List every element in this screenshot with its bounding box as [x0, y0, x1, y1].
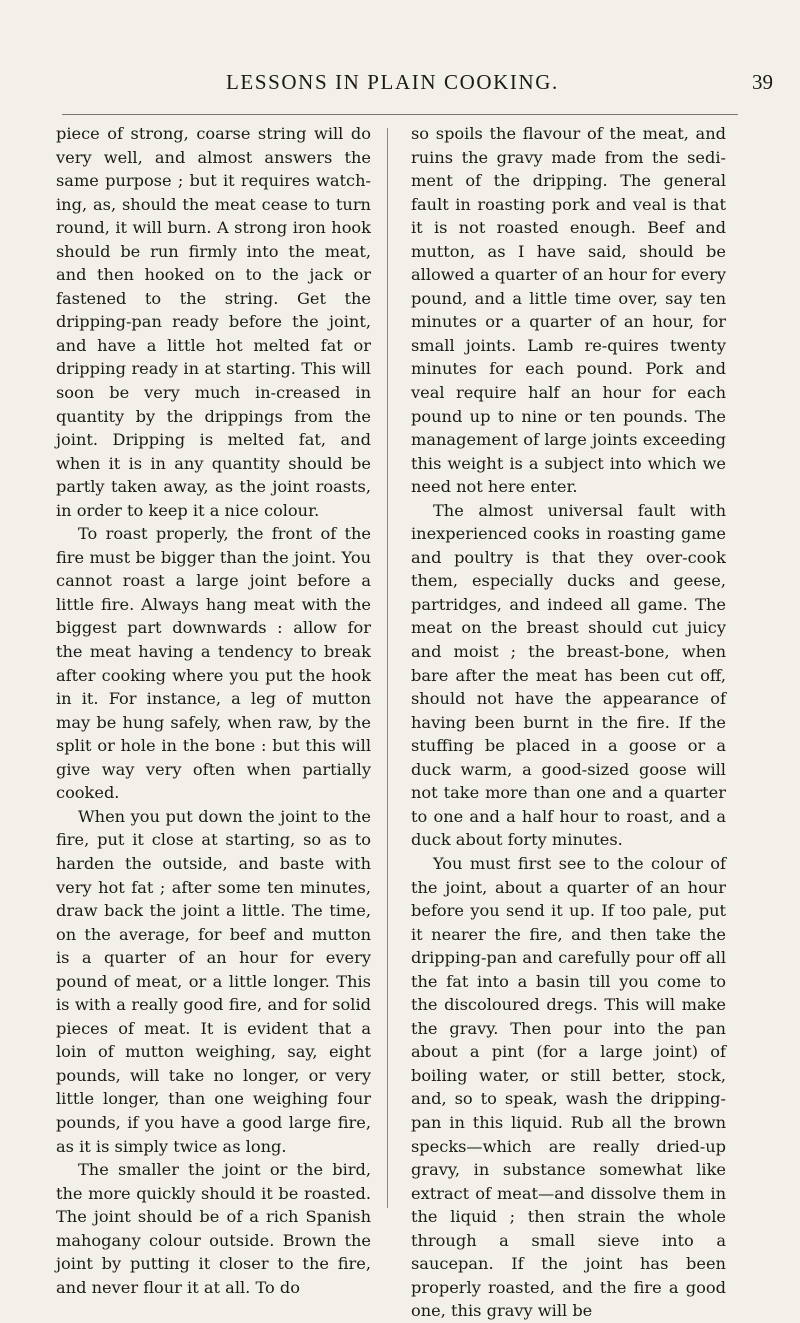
paragraph: piece of strong, coarse string will do very well, and almost answers the same purpose ; but it requires watch-ing, as, should the meat cease to turn round, it will burn. A strong iron hook should be run firmly into the meat, and then hooked on to the jack or fastened to the string. Get the dripping-pan ready before the joint, and have a little hot melted fat or dripping ready in at starting. This will soon be very much in-creased in quantity by the drippings from the joint. Dripping is melted fat, and when it is in any quantity should be partly taken away, as the joint roasts, in order to keep it a nice colour.	[56, 124, 371, 520]
left-column	[56, 122, 371, 1299]
paragraph: You must first see to the colour of the joint, about a quarter of an hour before you send it up. If too pale, put it nearer the fire, and then take the dripping-pan and carefully pour off all the fat into a basin till you come to the discoloured dregs. This will make the gravy. Then pour into the pan about a pint (for a large joint) of boiling water, or still better, stock, and, so to speak, wash the dripping-pan in this liquid. Rub all the brown specks—which are really dried-up gravy, in substance somewhat like extract of meat—and dissolve them in the liquid ; then strain the whole through a small sieve into a saucepan. If the joint has been properly roasted, and the fire a good one, this gravy will be	[411, 853, 726, 1321]
right-column	[411, 122, 726, 1323]
paragraph: so spoils the flavour of the meat, and ruins the gravy made from the sedi-ment of the dripping. The general fault in roasting pork and veal is that it is not roasted enough. Beef and mutton, as I have said, should be allowed a quarter of an hour for every pound, and a little time over, say ten minutes or a quarter of an hour, for small joints. Lamb re-quires twenty minutes for each pound. Pork and veal require half an hour for each pound up to nine or ten pounds. The management of large joints exceeding this weight is a subject into which we need not here enter.	[411, 124, 726, 497]
paragraph: The smaller the joint or the bird, the more quickly should it be roasted. The joint should be of a rich Spanish mahogany colour outside. Brown the joint by putting it closer to the fire, and never flour it at all. To do	[56, 1160, 371, 1297]
running-title: LESSONS IN PLAIN COOKING.	[226, 70, 559, 94]
page-number: 39	[752, 70, 773, 94]
page-header	[0, 70, 800, 110]
paragraph: When you put down the joint to the fire, put it close at starting, so as to harden the outside, and baste with very hot fat ; after some ten minutes, draw back the joint a little. The time, on the average, for beef and mutton is a quarter of an hour for every pound of meat, or a little longer. This is with a really good fire, and for solid pieces of meat. It is evident that a loin of mutton weighing, say, eight pounds, will take no longer, or very little longer, than one weighing four pounds, if you have a good large fire, as it is simply twice as long.	[56, 806, 371, 1156]
column-divider	[387, 128, 388, 1208]
paragraph: The almost universal fault with inexperienced cooks in roasting game and poultry is that they over-cook them, especially ducks and geese, partridges, and indeed all game. The meat on the breast should cut juicy and moist ; the breast-bone, when bare after the meat has been cut off, should not have the appearance of having been burnt in the fire. If the stuffing be placed in a goose or a duck warm, a good-sized goose will not take more than one and a quarter to one and a half hour to roast, and a duck about forty minutes.	[411, 500, 726, 850]
header-rule	[62, 114, 738, 115]
paragraph: To roast properly, the front of the fire must be bigger than the joint. You cannot roast a large joint before a little fire. Always hang meat with the biggest part downwards : allow for the meat having a tendency to break after cooking where you put the hook in it. For instance, a leg of mutton may be hung safely, when raw, by the split or hole in the bone : but this will give way very often when partially cooked.	[56, 524, 371, 803]
